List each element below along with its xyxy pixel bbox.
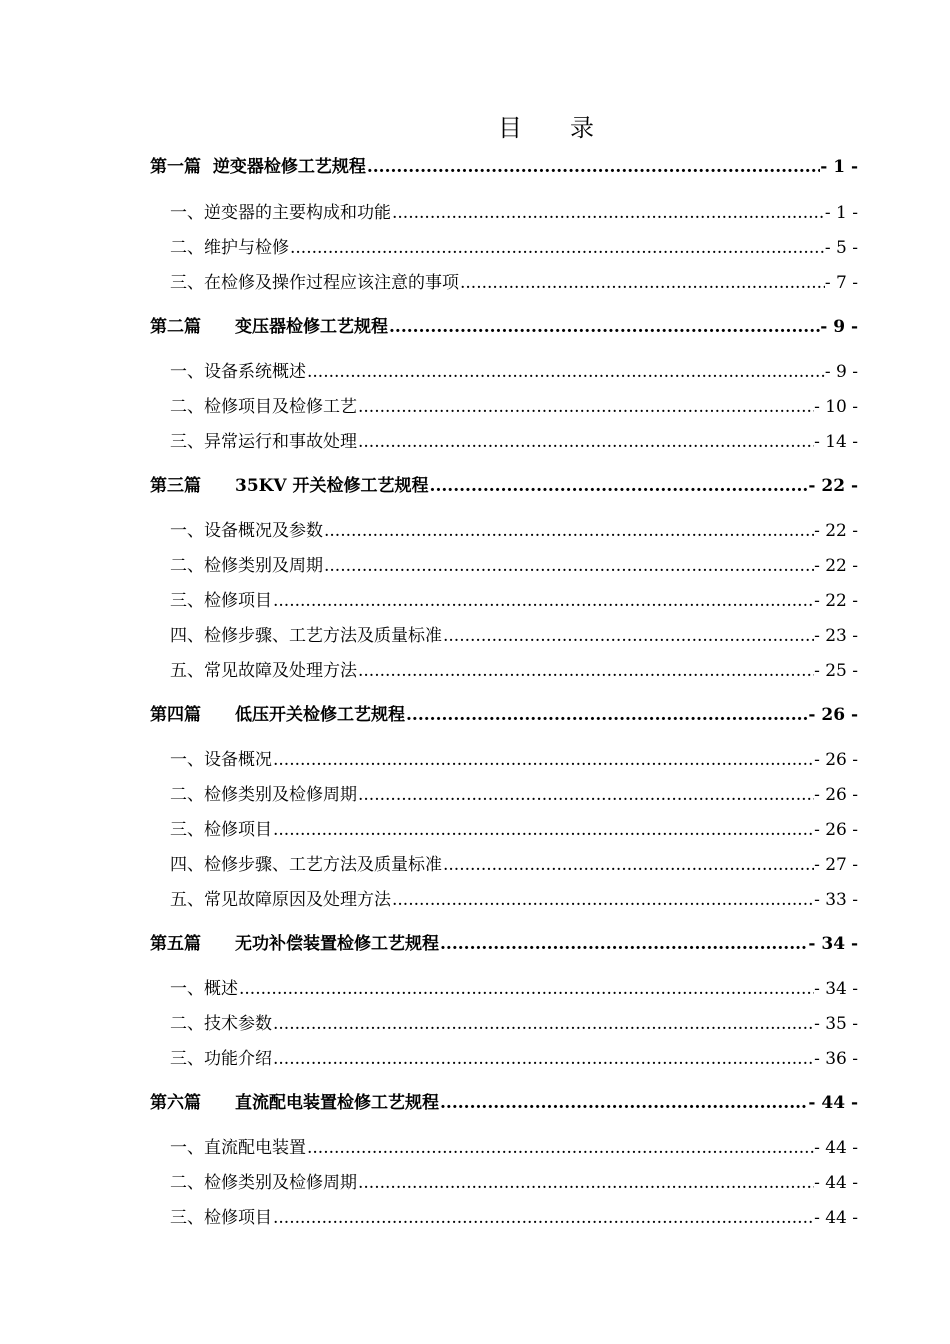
toc-entry-label: 第四篇 低压开关检修工艺规程 [150,705,405,724]
toc-part-entry[interactable] [150,929,858,953]
toc-entry-label: 二、检修项目及检修工艺 [170,397,357,416]
toc-section-entry[interactable] [150,268,858,292]
toc-page-number: - 26 - [808,705,858,724]
toc-dot-leader [358,661,814,680]
toc-entry-label: 四、检修步骤、工艺方法及质量标准 [170,855,442,874]
toc-dot-leader [324,556,814,575]
toc-dot-leader [460,273,825,292]
toc-entry-label: 二、检修类别及检修周期 [170,1173,357,1192]
toc-dot-leader [392,203,825,222]
toc-page-number: - 7 - [824,273,858,292]
toc-page-number: - 23 - [814,626,858,645]
toc-section-entry[interactable] [150,621,858,645]
toc-entry-label: 四、检修步骤、工艺方法及质量标准 [170,626,442,645]
toc-part-entry[interactable] [150,471,858,495]
toc-page-number: - 5 - [824,238,858,257]
toc-section-entry[interactable] [150,850,858,874]
toc-dot-leader [367,157,820,176]
toc-part-entry[interactable] [150,312,858,336]
toc-section-entry[interactable] [150,1203,858,1227]
toc-dot-leader [307,1138,814,1157]
toc-dot-leader [443,855,814,874]
toc-dot-leader [239,979,814,998]
toc-section-entry[interactable] [150,392,858,416]
toc-entry-label: 第三篇 35KV 开关检修工艺规程 [150,476,429,495]
toc-entry-label: 一、概述 [170,979,238,998]
toc-page-number: - 26 - [814,820,858,839]
toc-dot-leader [273,1049,814,1068]
toc-entry-label: 三、检修项目 [170,820,272,839]
toc-dot-leader [406,705,808,724]
toc-dot-leader [440,934,808,953]
toc-page-number: - 9 - [820,317,858,336]
toc-entry-label: 第五篇 无功补偿装置检修工艺规程 [150,934,439,953]
toc-section-entry[interactable] [150,815,858,839]
toc-dot-leader [358,1173,814,1192]
toc-page-number: - 25 - [814,661,858,680]
toc-entry-label: 三、功能介绍 [170,1049,272,1068]
toc-dot-leader [358,785,814,804]
toc-title: 目 录 [498,114,594,142]
toc-entry-label: 三、异常运行和事故处理 [170,432,357,451]
toc-dot-leader [307,362,825,381]
toc-entry-label: 第一篇 逆变器检修工艺规程 [150,157,366,176]
toc-dot-leader [358,432,814,451]
toc-dot-leader [443,626,814,645]
toc-dot-leader [273,820,814,839]
toc-page-number: - 26 - [814,785,858,804]
toc-section-entry[interactable] [150,745,858,769]
toc-page-number: - 44 - [814,1173,858,1192]
toc-entry-label: 三、在检修及操作过程应该注意的事项 [170,273,459,292]
toc-entry-label: 二、维护与检修 [170,238,289,257]
toc-dot-leader [392,890,814,909]
toc-dot-leader [430,476,809,495]
toc-page-number: - 14 - [814,432,858,451]
toc-section-entry[interactable] [150,1133,858,1157]
toc-section-entry[interactable] [150,198,858,222]
toc-section-entry[interactable] [150,1044,858,1068]
toc-page-number: - 34 - [814,979,858,998]
toc-section-entry[interactable] [150,974,858,998]
toc-page-number: - 22 - [808,476,858,495]
toc-page-number: - 44 - [814,1138,858,1157]
toc-page-number: - 36 - [814,1049,858,1068]
toc-entry-label: 一、逆变器的主要构成和功能 [170,203,391,222]
toc-page-number: - 27 - [814,855,858,874]
toc-entry-label: 一、直流配电装置 [170,1138,306,1157]
toc-entry-label: 五、常见故障及处理方法 [170,661,357,680]
toc-section-entry[interactable] [150,1009,858,1033]
toc-page-number: - 35 - [814,1014,858,1033]
toc-dot-leader [440,1093,808,1112]
toc-page-number: - 22 - [814,521,858,540]
toc-entry-label: 一、设备概况 [170,750,272,769]
toc-page-number: - 1 - [820,157,858,176]
toc-section-entry[interactable] [150,233,858,257]
toc-page-number: - 34 - [808,934,858,953]
toc-page-number: - 9 - [824,362,858,381]
toc-dot-leader [273,591,814,610]
toc-section-entry[interactable] [150,885,858,909]
toc-dot-leader [389,317,820,336]
toc-dot-leader [290,238,825,257]
toc-page-number: - 22 - [814,591,858,610]
toc-part-entry[interactable] [150,700,858,724]
toc-dot-leader [358,397,814,416]
toc-entry-label: 三、检修项目 [170,1208,272,1227]
toc-entry-label: 二、检修类别及周期 [170,556,323,575]
toc-page-number: - 44 - [808,1093,858,1112]
toc-section-entry[interactable] [150,656,858,680]
toc-page-number: - 1 - [824,203,858,222]
toc-dot-leader [273,1014,814,1033]
toc-page-number: - 33 - [814,890,858,909]
toc-part-entry[interactable] [150,152,858,176]
toc-section-entry[interactable] [150,586,858,610]
toc-dot-leader [324,521,814,540]
toc-entry-label: 第六篇 直流配电装置检修工艺规程 [150,1093,439,1112]
toc-section-entry[interactable] [150,551,858,575]
toc-section-entry[interactable] [150,516,858,540]
toc-page-number: - 26 - [814,750,858,769]
toc-entry-label: 第二篇 变压器检修工艺规程 [150,317,388,336]
toc-section-entry[interactable] [150,780,858,804]
toc-section-entry[interactable] [150,357,858,381]
toc-entry-label: 三、检修项目 [170,591,272,610]
toc-dot-leader [273,1208,814,1227]
toc-entry-label: 二、技术参数 [170,1014,272,1033]
toc-part-entry[interactable] [150,1088,858,1112]
toc-entry-label: 五、常见故障原因及处理方法 [170,890,391,909]
toc-dot-leader [273,750,814,769]
toc-entry-label: 一、设备概况及参数 [170,521,323,540]
toc-section-entry[interactable] [150,1168,858,1192]
toc-section-entry[interactable] [150,427,858,451]
toc-page-number: - 22 - [814,556,858,575]
toc-page-number: - 44 - [814,1208,858,1227]
toc-entry-label: 一、设备系统概述 [170,362,306,381]
toc-page-number: - 10 - [814,397,858,416]
toc-entry-label: 二、检修类别及检修周期 [170,785,357,804]
